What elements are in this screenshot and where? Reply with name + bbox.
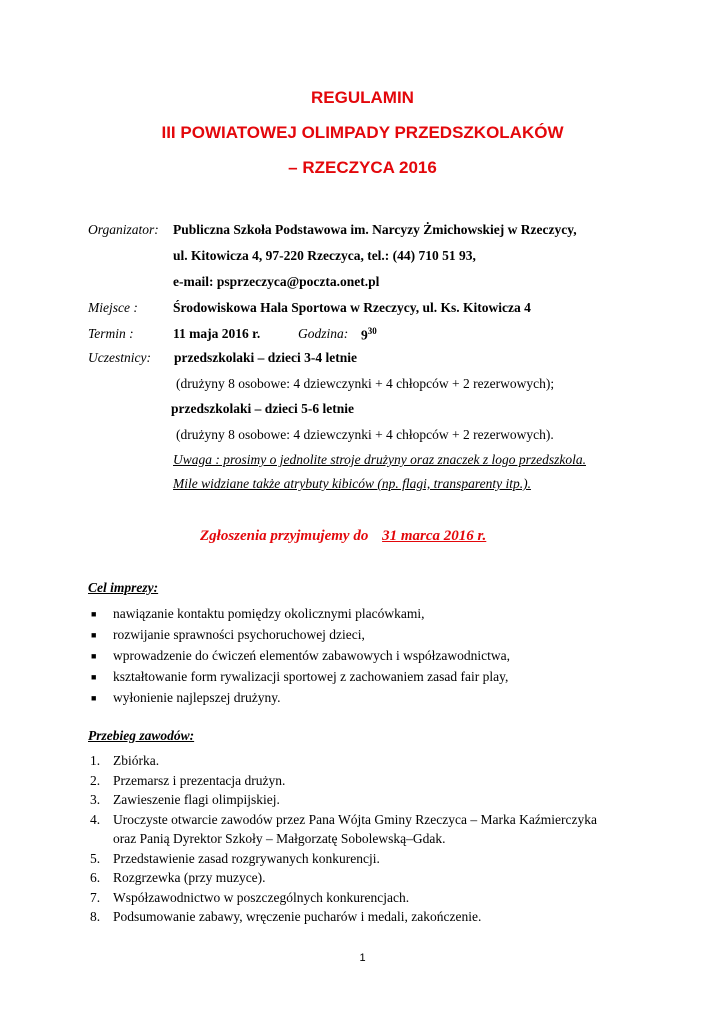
note-uniforms: Uwaga : prosimy o jednolite stroje drużyny oraz znaczek z logo przedszkola. (173, 452, 586, 467)
program-item-number: 4. (90, 811, 101, 827)
time-label: Godzina: (298, 326, 349, 341)
program-item: Współzawodnictwo w poszczególnych konkurencjach. (113, 889, 410, 905)
bullet-icon: ■ (91, 651, 97, 661)
program-item: Przedstawienie zasad rozgrywanych konkurencji. (113, 850, 380, 866)
program-item-number: 5. (90, 850, 101, 866)
date-value: 11 maja 2016 r. (173, 326, 261, 341)
date-label: Termin : (88, 326, 134, 341)
program-item-number: 6. (90, 870, 101, 885)
program-item-continuation: oraz Panią Dyrektor Szkoły – Małgorzatę Sobolewską–Gdak. (113, 831, 446, 846)
program-item: Zawieszenie flagi olimpijskiej. (113, 792, 280, 807)
title-location-year: – RZECZYCA 2016 (288, 158, 437, 177)
organizer-line2: ul. Kitowicza 4, 97-220 Rzeczyca, tel.: (44) 710 51 93, (173, 248, 476, 263)
time-value: $9^{30}$ (361, 326, 377, 343)
place-value: Środowiskowa Hala Sportowa w Rzeczycy, ul. Ks. Kitowicza 4 (173, 300, 531, 315)
bullet-icon: ■ (91, 672, 97, 682)
goal-item: nawiązanie kontaktu pomiędzy okolicznymi placówkami, (113, 606, 425, 621)
program-item-number: 1. (90, 753, 101, 768)
goal-item: kształtowanie form rywalizacji sportowej z zachowaniem zasad fair play, (113, 669, 509, 684)
program-item: Przemarsz i prezentacja drużyn. (113, 772, 286, 788)
program-item: Zbiórka. (113, 753, 160, 768)
title-regulamin: REGULAMIN (311, 88, 414, 107)
bullet-icon: ■ (91, 630, 97, 640)
group1-name: przedszkolaki – dzieci 3-4 letnie (174, 350, 357, 365)
organizer-email: e-mail: psprzeczyca@poczta.onet.pl (173, 274, 380, 289)
bullet-icon: ■ (91, 609, 97, 619)
note-fans: Mile widziane także atrybuty kibiców (np. flagi, transparenty itp.). (173, 476, 531, 491)
bullet-icon: ■ (91, 693, 97, 703)
program-item: Podsumowanie zabawy, wręczenie pucharów i medali, zakończenie. (113, 909, 482, 924)
organizer-line1: Publiczna Szkoła Podstawowa im. Narcyzy Żmichowskiej w Rzeczycy, (173, 222, 577, 237)
organizer-label: Organizator: (88, 222, 159, 237)
group2-name: przedszkolaki – dzieci 5-6 letnie (171, 401, 354, 416)
registration-text: Zgłoszenia przyjmujemy do (200, 528, 369, 544)
program-item-number: 8. (90, 909, 101, 924)
page-number: 1 (359, 952, 366, 964)
goal-item: rozwijanie sprawności psychoruchowej dzieci, (113, 627, 365, 642)
program-heading: Przebieg zawodów: (88, 728, 195, 743)
participants-label: Uczestnicy: (88, 350, 151, 365)
program-item-number: 2. (90, 772, 101, 788)
place-label: Miejsce : (88, 300, 138, 315)
title-olympiad: III POWIATOWEJ OLIMPADY PRZEDSZKOLAKÓW (161, 123, 564, 142)
program-item: Uroczyste otwarcie zawodów przez Pana Wójta Gminy Rzeczyca – Marka Kaźmierczyka (113, 811, 598, 827)
group2-details: (drużyny 8 osobowe: 4 dziewczynki + 4 chłopców + 2 rezerwowych). (176, 427, 554, 442)
registration-date: 31 marca 2016 r. (382, 528, 487, 544)
program-item-number: 3. (90, 792, 101, 807)
group1-details: (drużyny 8 osobowe: 4 dziewczynki + 4 chłopców + 2 rezerwowych); (176, 376, 555, 391)
goals-heading: Cel imprezy: (88, 580, 159, 595)
program-item: Rozgrzewka (przy muzyce). (113, 870, 266, 885)
registration-deadline (200, 528, 486, 545)
goal-item: wprowadzenie do ćwiczeń elementów zabawowych i współzawodnictwa, (113, 648, 510, 663)
program-item-number: 7. (90, 889, 101, 905)
goal-item: wyłonienie najlepszej drużyny. (113, 690, 281, 705)
